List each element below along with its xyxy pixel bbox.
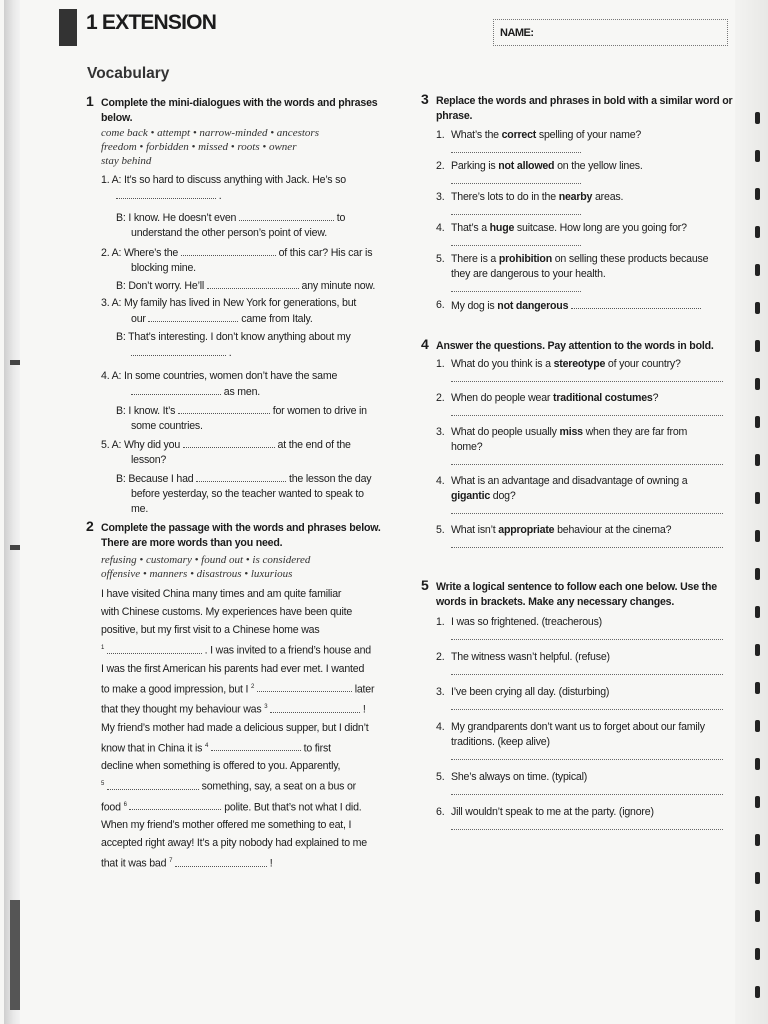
answer-line[interactable] (451, 236, 581, 246)
exercise-instruction: There are more words than you need. (101, 537, 283, 549)
answer-blank[interactable] (178, 403, 270, 414)
exercise-instruction: Replace the words and phrases in bold with a similar word or phrase. (436, 95, 733, 122)
passage: I have visited China many times and am quite familiar with Chinese customs. My experiences have been quite positive, but my first visit to a Chinese home was $^1$ . I was invited to a friend’s house and I was the first American his parents had ever met. I wanted to make a good impression, but I $^2$ later that they thought my behaviour was $^3$ ! My friend’s mother had made a delicious supper, but I didn’t know that in China it is $^4$ to first decline when something is offered to you. Apparently, $^5$ something, say, a seat on a bus or food $^6$ polite. But that’s not what I did. When my friend’s mother offered me something to eat, I accepted right away! It’s a pity nobody had explained to me that it was bad $^7$ ! (101, 588, 375, 870)
binding-hole (755, 986, 760, 998)
question-item: 6. Jill wouldn’t speak to me at the party. (ignore) (436, 806, 654, 818)
answer-blank[interactable] (129, 799, 221, 810)
answer-blank[interactable] (207, 278, 299, 289)
binding-hole (755, 872, 760, 884)
answer-line[interactable] (451, 630, 723, 640)
dialogue-line: B: I know. He doesn’t even to (116, 212, 346, 224)
dialogue-line: 3. A: My family has lived in New York for generations, but (101, 297, 357, 309)
binding-hole (755, 226, 760, 238)
question-item: 4. That’s a huge suitcase. How long are you going for? (436, 222, 687, 234)
answer-line[interactable] (451, 504, 723, 514)
binding-hole (755, 948, 760, 960)
exercise-instruction: Answer the questions. Pay attention to the words in bold. (436, 340, 714, 352)
question-item: 2. Parking is not allowed on the yellow lines. (436, 160, 643, 172)
answer-line[interactable] (451, 538, 723, 548)
question-item: 2. When do people wear traditional costumes? (436, 392, 659, 404)
question-item: 1. What’s the correct spelling of your name? (436, 129, 642, 141)
question-item: traditions. (keep alive) (451, 736, 550, 748)
section-title: Vocabulary (87, 65, 170, 82)
dialogue-line: 1. A: It’s so hard to discuss anything with Jack. He’s so (101, 174, 346, 186)
binding-hole (755, 530, 760, 542)
answer-line[interactable] (451, 700, 723, 710)
word-bank-line: come back • attempt • narrow-minded • ancestors (101, 127, 319, 139)
dialogue-line: some countries. (131, 420, 203, 432)
binding-hole (755, 834, 760, 846)
dialogue-line: 4. A: In some countries, women don’t have the same (101, 370, 338, 382)
binding-hole (755, 492, 760, 504)
exercise-number: 4 (421, 336, 429, 352)
dialogue-line: B: I know. It’s for women to drive in (116, 405, 367, 417)
name-label: NAME: (500, 27, 534, 39)
binding-hole (755, 644, 760, 656)
word-bank-line: refusing • customary • found out • is considered (101, 554, 311, 566)
dialogue-line: . (86, 188, 396, 204)
binding-hole (755, 150, 760, 162)
binding-strip (4, 0, 20, 1024)
answer-blank[interactable] (131, 345, 226, 356)
dialogue-line: our came from Italy. (131, 313, 313, 325)
question-item: 3. There’s lots to do in the nearby areas. (436, 191, 624, 203)
binding-hole (755, 568, 760, 580)
binding-hole (755, 758, 760, 770)
answer-blank[interactable] (211, 740, 301, 751)
exercise-instruction: Write a logical sentence to follow each one below. Use the words in brackets. Make any necessary changes. (436, 581, 717, 608)
answer-blank[interactable] (239, 210, 334, 221)
dialogue-line: 2. A: Where’s the of this car? His car is (101, 247, 373, 259)
answer-line[interactable] (451, 455, 723, 465)
binding-hole (755, 378, 760, 390)
unit-marker (59, 9, 77, 46)
answer-blank[interactable] (257, 681, 352, 692)
binding-hole (755, 264, 760, 276)
question-item: they are dangerous to your health. (451, 268, 606, 280)
answer-blank[interactable] (107, 779, 199, 790)
dialogue-line: blocking mine. (131, 262, 196, 274)
answer-blank[interactable] (183, 437, 275, 448)
answer-line[interactable] (451, 205, 581, 215)
binding-hole (755, 302, 760, 314)
answer-line[interactable] (451, 282, 581, 292)
dialogue-line: 5. A: Why did you at the end of the (101, 439, 351, 451)
question-item: 5. What isn’t appropriate behaviour at the cinema? (436, 524, 672, 536)
answer-line[interactable] (451, 750, 723, 760)
name-field[interactable] (493, 19, 728, 46)
exercise-number: 5 (421, 577, 429, 593)
exercise-2 (86, 518, 396, 873)
question-item: 3. What do people usually miss when they are far from (436, 426, 688, 438)
dialogue-line: as men. (86, 384, 396, 400)
answer-line[interactable] (451, 785, 723, 795)
question-item: gigantic dog? (451, 490, 516, 502)
question-item: 1. What do you think is a stereotype of your country? (436, 358, 681, 370)
word-bank-line: freedom • forbidden • missed • roots • owner (101, 141, 297, 153)
exercise-number: 2 (86, 518, 94, 534)
question-item: 2. The witness wasn’t helpful. (refuse) (436, 651, 610, 663)
answer-line[interactable] (451, 372, 723, 382)
answer-blank[interactable] (116, 188, 216, 199)
word-bank-line: offensive • manners • disastrous • luxurious (101, 568, 293, 580)
answer-blank[interactable] (181, 245, 276, 256)
strip-mark (10, 900, 20, 1010)
binding-hole (755, 188, 760, 200)
binding-hole (755, 910, 760, 922)
binding-hole (755, 454, 760, 466)
dialogue-line: . (86, 345, 396, 361)
exercise-instruction: Complete the mini-dialogues with the words and phrases below. (101, 97, 378, 124)
question-item: home? (451, 441, 483, 453)
exercise-number: 1 (86, 93, 94, 109)
answer-line[interactable] (451, 665, 723, 675)
exercise-instruction: Complete the passage with the words and phrases below. (101, 522, 381, 534)
answer-blank[interactable] (175, 856, 267, 867)
answer-line[interactable] (451, 820, 723, 830)
answer-blank[interactable] (196, 471, 286, 482)
dialogue-line: B: That’s interesting. I don’t know anything about my (116, 331, 351, 343)
binding-hole (755, 796, 760, 808)
question-item: 5. There is a prohibition on selling these products because (436, 253, 709, 265)
binding-hole (755, 112, 760, 124)
dialogue-line: understand the other person’s point of view. (131, 227, 327, 239)
question-item: 5. She’s always on time. (typical) (436, 771, 588, 783)
binding-hole (755, 682, 760, 694)
question-item: 4. My grandparents don’t want us to forget about our family (436, 721, 705, 733)
exercise-3 (421, 91, 733, 314)
dialogue-line: lesson? (131, 454, 167, 466)
binding-hole (755, 606, 760, 618)
dialogue-line: me. (131, 503, 149, 515)
answer-line[interactable] (451, 143, 581, 153)
answer-blank[interactable] (571, 298, 701, 309)
answer-blank[interactable] (107, 643, 202, 654)
strip-mark (10, 545, 20, 550)
dialogue-line: B: Don’t worry. He’ll any minute now. (116, 280, 376, 292)
strip-mark (10, 360, 20, 365)
exercise-4 (421, 336, 733, 554)
answer-blank[interactable] (148, 311, 238, 322)
binding-hole (755, 720, 760, 732)
question-item: 1. I was so frightened. (treacherous) (436, 616, 603, 628)
dialogue-line: before yesterday, so the teacher wanted to speak to (131, 488, 364, 500)
word-bank-line: stay behind (101, 155, 152, 167)
exercise-5 (421, 577, 733, 836)
answer-blank[interactable] (131, 384, 221, 395)
exercise-number: 3 (421, 91, 429, 107)
binding-hole (755, 340, 760, 352)
question-item: 4. What is an advantage and disadvantage of owning a (436, 475, 688, 487)
binding-hole (755, 416, 760, 428)
dialogue-line: B: Because I had the lesson the day (116, 473, 372, 485)
exercise-1 (86, 93, 396, 517)
question-item: 3. I’ve been crying all day. (disturbing) (436, 686, 610, 698)
answer-line[interactable] (451, 406, 723, 416)
answer-blank[interactable] (270, 702, 360, 713)
answer-line[interactable] (451, 174, 581, 184)
question-item: 6. My dog is not dangerous (421, 298, 733, 314)
unit-title: 1 EXTENSION (86, 11, 217, 34)
page-edge (735, 0, 768, 1024)
